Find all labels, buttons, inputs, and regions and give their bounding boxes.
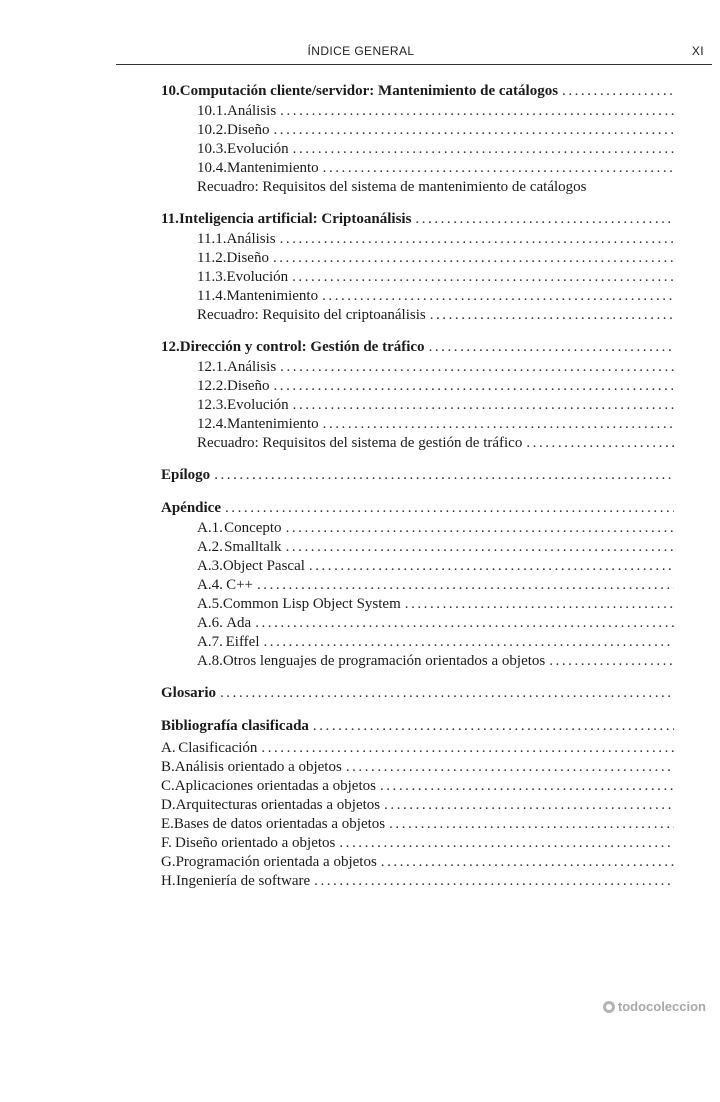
section-number: A.3. [197, 558, 223, 574]
section-title: Diseño [227, 378, 270, 394]
toc-section[interactable] [161, 872, 680, 891]
chapter-number: 10. [161, 83, 180, 99]
chapter-title: Dirección y control: Gestión de tráfico [179, 339, 425, 355]
section-title: Bases de datos orientadas a objetos [173, 816, 386, 832]
section-number: 11.3. [197, 269, 227, 285]
chapter-number: 11. [161, 211, 179, 227]
box-title: Recuadro: Requisitos del sistema de gestión de tráfico [197, 435, 523, 451]
section-number: A. [161, 740, 176, 756]
glosario-title: Glosario [161, 685, 216, 701]
section-title: Evolución [227, 141, 289, 157]
section-number: B. [161, 759, 175, 775]
section-number: A.6. [197, 615, 223, 631]
section-number: G. [161, 854, 176, 870]
section-number: 11.4. [197, 288, 227, 304]
section-number: E. [161, 816, 174, 832]
section-number: A.1. [197, 520, 223, 536]
box-title: Recuadro: Requisito del criptoanálisis [197, 307, 426, 323]
section-number: F. [161, 835, 172, 851]
watermark [603, 999, 706, 1014]
section-title: Mantenimiento [227, 416, 319, 432]
section-title: Análisis [226, 231, 276, 247]
section-number: 10.1. [197, 103, 227, 119]
watermark-text: todocoleccion [617, 999, 706, 1014]
chapter-number: 12. [161, 339, 180, 355]
section-title: Diseño [227, 122, 270, 138]
section-title: Concepto [224, 520, 282, 536]
section-title: Clasificación [178, 740, 258, 756]
section-title: Otros lenguajes de programación orientados a objetos [222, 653, 546, 669]
section-title: Common Lisp Object System [222, 596, 401, 612]
section-title: Eiffel [225, 634, 260, 650]
section-number: A.5. [197, 596, 223, 612]
box-title: Recuadro: Requisitos del sistema de mantenimiento de catálogos [197, 179, 587, 195]
bibliografia-title: Bibliografía clasificada [161, 718, 309, 734]
header-rule [116, 64, 712, 65]
table-of-contents [161, 80, 680, 891]
chapter-title: Computación cliente/servidor: Mantenimiento de catálogos [179, 83, 559, 99]
page-number: XI [691, 44, 704, 58]
apendice-title: Apéndice [161, 500, 221, 516]
section-title: Object Pascal [222, 558, 305, 574]
section-number: 12.4. [197, 416, 227, 432]
section-number: H. [161, 873, 176, 889]
section-title: Análisis orientado a objetos [174, 759, 342, 775]
section-number: 12.1. [197, 359, 227, 375]
section-title: C++ [226, 577, 253, 593]
section-number: A.8. [197, 653, 223, 669]
section-number: C. [161, 778, 175, 794]
section-title: Análisis [227, 359, 277, 375]
section-title: Análisis [227, 103, 277, 119]
section-title: Diseño [226, 250, 269, 266]
section-number: A.4. [197, 577, 223, 593]
section-number: 12.3. [197, 397, 227, 413]
section-title: Aplicaciones orientadas a objetos [174, 778, 376, 794]
section-page [161, 80, 720, 1102]
section-title: Evolución [227, 397, 289, 413]
section-title: Ada [226, 615, 252, 631]
section-number: 10.4. [197, 160, 227, 176]
section-title: Arquitecturas orientadas a objetos [175, 797, 381, 813]
section-title: Smalltalk [224, 539, 282, 555]
section-number: 10.2. [197, 122, 227, 138]
todocoleccion-logo-icon [603, 1001, 615, 1013]
chapter-title: Inteligencia artificial: Criptoanálisis [178, 211, 412, 227]
section-title: Evolución [226, 269, 289, 285]
section-number: A.7. [197, 634, 223, 650]
running-title: ÍNDICE GENERAL [307, 44, 415, 58]
section-number: 12.2. [197, 378, 227, 394]
section-number: 11.2. [197, 250, 227, 266]
section-title: Ingeniería de software [176, 873, 311, 889]
epilogo-title: Epílogo [161, 467, 211, 483]
section-number: A.2. [197, 539, 223, 555]
section-title: Diseño orientado a objetos [174, 835, 336, 851]
section-title: Mantenimiento [227, 160, 319, 176]
section-number: 10.3. [197, 141, 227, 157]
section-number: 11.1. [197, 231, 227, 247]
section-title: Programación orientada a objetos [175, 854, 377, 870]
section-number: D. [161, 797, 176, 813]
section-title: Mantenimiento [226, 288, 319, 304]
